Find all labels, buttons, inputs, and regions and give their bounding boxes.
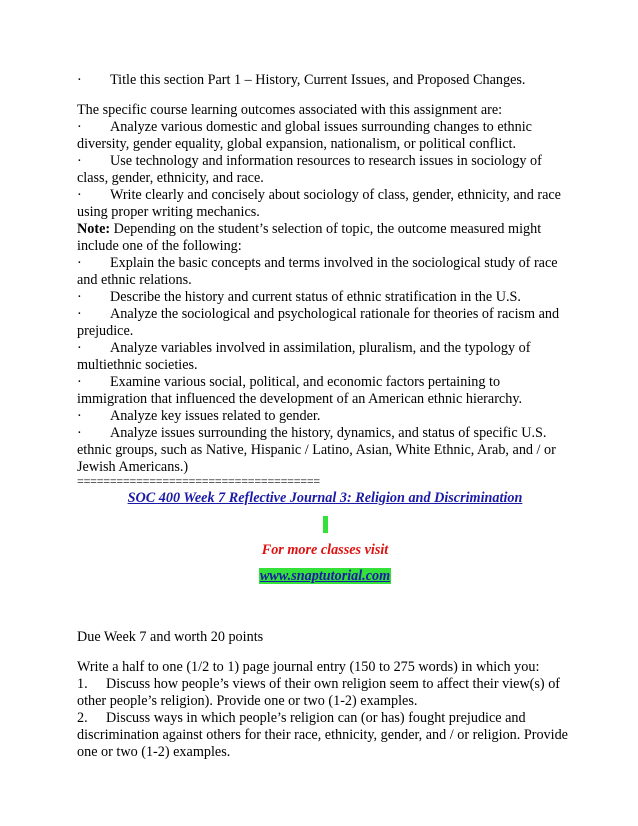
topic-item: · Describe the history and current status of ethnic stratification in the U.S. [77, 289, 521, 305]
bullet-icon: · [77, 187, 82, 203]
journal-title[interactable] [77, 490, 573, 507]
bullet-icon: · [77, 425, 82, 441]
journal-instructions: Write a half to one (1/2 to 1) page journal entry (150 to 275 words) in which you: [77, 659, 540, 676]
bullet-icon: · [77, 289, 82, 305]
bullet-icon: · [77, 340, 82, 356]
more-classes-text: For more classes visit [261, 542, 389, 559]
outcome-item: · Write clearly and concisely about sociology of class, gender, ethnicity, and race using proper writing mechanics. [77, 187, 561, 220]
note-label: Note: [77, 221, 111, 237]
bullet-icon: · [77, 374, 82, 390]
topic-item: · Analyze the sociological and psychological rationale for theories of racism and prejudice. [77, 306, 560, 339]
bullet-icon: · [77, 255, 82, 271]
due-text: Due Week 7 and worth 20 points [77, 629, 264, 646]
title-instruction-item: · Title this section Part 1 – History, Current Issues, and Proposed Changes. [77, 72, 526, 88]
website-row[interactable] [77, 568, 573, 585]
divider-line: ===================================== [77, 476, 321, 487]
journal-title-link[interactable]: SOC 400 Week 7 Reflective Journal 3: Religion and Discrimination [127, 490, 523, 506]
topic-item: · Analyze variables involved in assimilation, pluralism, and the typology of multiethnic societies. [77, 340, 531, 373]
website-link[interactable]: www.snaptutorial.com [259, 568, 391, 585]
topic-item: · Explain the basic concepts and terms involved in the sociological study of race and ethnic relations. [77, 255, 558, 288]
bullet-icon: · [77, 72, 82, 88]
document-body [77, 72, 573, 761]
bullet-icon: · [77, 119, 82, 135]
bullet-icon: · [77, 408, 82, 424]
outcome-item: · Use technology and information resources to research issues in sociology of class, gender, ethnicity, and race. [77, 153, 542, 186]
bullet-icon: · [77, 306, 82, 322]
topic-item: · Analyze key issues related to gender. [77, 408, 321, 424]
outcomes-intro: The specific course learning outcomes associated with this assignment are: [77, 102, 503, 118]
highlight-marker-row [77, 516, 573, 533]
bullet-icon: · [77, 153, 82, 169]
outcome-item: · Analyze various domestic and global issues surrounding changes to ethnic diversity, gender equality, global expansion, nationalism, or political conflict. [77, 119, 532, 152]
topic-item: · Examine various social, political, and economic factors pertaining to immigration that influenced the development of an American ethnic hierarchy. [77, 374, 523, 407]
topic-item: · Analyze issues surrounding the history, dynamics, and status of specific U.S. ethnic groups, such as Native, Hispanic / Latino, Asian, White Ethnic, Arab, and / or Jewish Americans.) [77, 425, 556, 475]
highlight-marker-icon [323, 516, 328, 533]
journal-item: 1. Discuss how people’s views of their own religion seem to affect their view(s) of other people’s religion). Provide one or two (1-2) examples. [77, 676, 561, 710]
journal-item: 2. Discuss ways in which people’s religion can (or has) fought prejudice and discrimination against others for their race, ethnicity, gender, and / or religion. Provide one or two (1-2) examples. [77, 710, 568, 761]
note-paragraph: Note: Depending on the student’s selection of topic, the outcome measured might include one of the following: [77, 221, 542, 254]
